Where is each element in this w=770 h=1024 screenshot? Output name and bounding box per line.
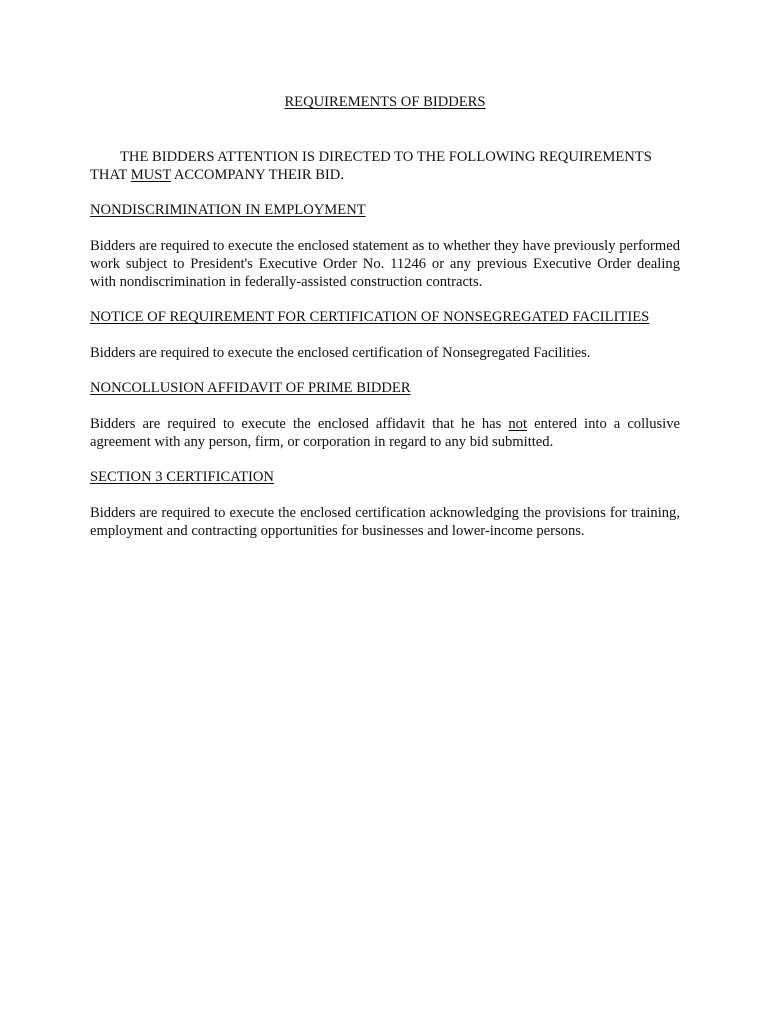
section-heading-section-3-certification: SECTION 3 CERTIFICATION	[90, 469, 274, 485]
section-body-section-3-certification: Bidders are required to execute the enclosed certification acknowledging the provisions for training, employment and contracting opportunities for businesses and lower-income persons.	[90, 505, 680, 539]
section-heading-nonsegregated-facilities: NOTICE OF REQUIREMENT FOR CERTIFICATION OF NONSEGREGATED FACILITIES	[90, 309, 650, 325]
page-title: REQUIREMENTS OF BIDDERS	[284, 94, 486, 110]
section-heading-noncollusion-affidavit: NONCOLLUSION AFFIDAVIT OF PRIME BIDDER	[90, 380, 411, 396]
section-heading-nondiscrimination: NONDISCRIMINATION IN EMPLOYMENT	[90, 202, 366, 218]
intro-line-2-end: ACCOMPANY THEIR BID.	[170, 167, 344, 183]
section-body-nondiscrimination: Bidders are required to execute the enclosed statement as to whether they have previously performed work subject to President's Executive Order No. 11246 or any previous Executive Order dealing with nondiscrimination in federally-assisted construction contracts.	[90, 238, 680, 290]
section-body-nonsegregated-facilities: Bidders are required to execute the enclosed certification of Nonsegregated Facilities.	[90, 345, 591, 361]
noncollusion-emphasis-not: not	[508, 416, 528, 432]
intro-line-2-start: THAT	[90, 167, 131, 183]
noncollusion-text-end: entered into a collusive agreement with any person, firm, or corporation in regard to any bid submitted.	[90, 416, 681, 450]
intro-line-1: THE BIDDERS ATTENTION IS DIRECTED TO THE FOLLOWING REQUIREMENTS	[120, 149, 652, 165]
intro-emphasis-must: MUST	[130, 167, 171, 183]
section-body-noncollusion-affidavit	[90, 415, 680, 451]
noncollusion-text-start: Bidders are required to execute the enclosed affidavit that he has	[90, 416, 509, 432]
intro-paragraph	[90, 148, 680, 184]
intro-line-2	[90, 166, 680, 184]
